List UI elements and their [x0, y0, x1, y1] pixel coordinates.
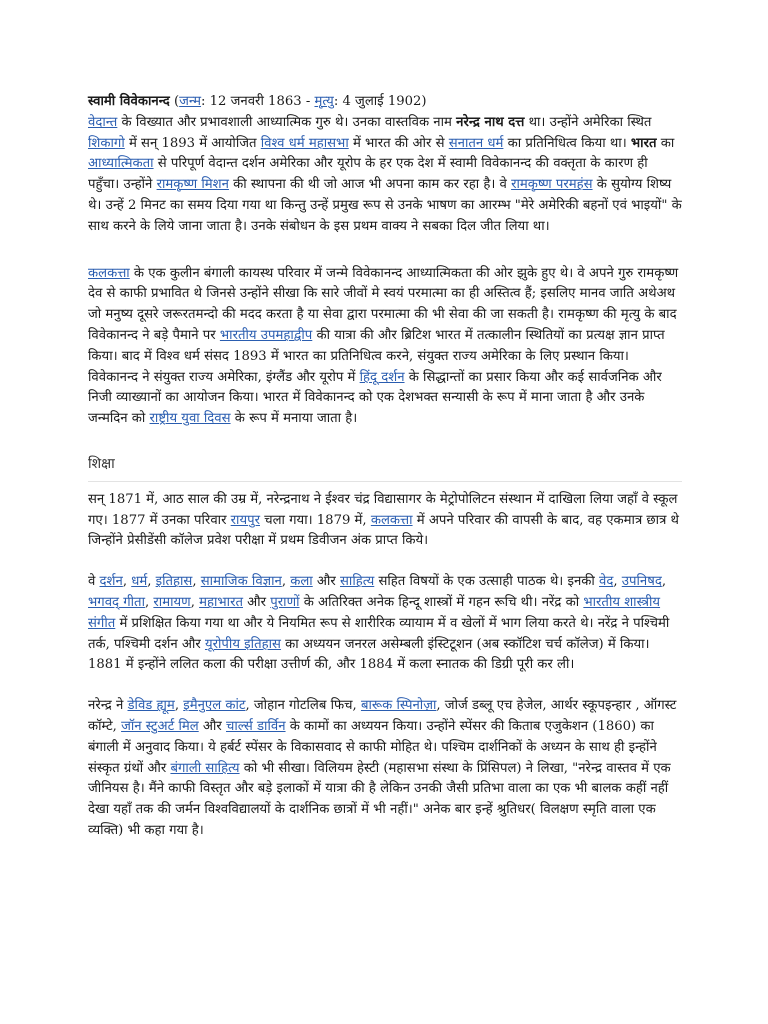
- link-immanuel-kant[interactable]: इमैनुएल कांट: [183, 698, 246, 714]
- early-life-paragraph: कलकत्ता के एक कुलीन बंगाली कायस्थ परिवार में जन्मे विवेकानन्द आध्यात्मिकता की ओर झुके हुए थे। वे अपने गुरु रामकृष्ण देव से काफी प्रभावित थे जिनसे उन्होंने सीखा कि सारे जीवों मे स्वयं परमात्मा का ही अस्तित्व हैं; इसलिए मानव जाति अथेअथ जो मनुष्य दूसरे जरूरतमन्दो की मदद करता है या सेवा द्वारा परमात्मा की भी सेवा की जा सकती है। रामकृष्ण की मृत्यु के बाद विवेकानन्द ने बड़े पैमाने पर भारतीय उपमहाद्वीप की यात्रा की और ब्रिटिश भारत में तत्कालीन स्थितियों का प्रत्यक्ष ज्ञान प्राप्त किया। बाद में विश्व धर्म संसद 1893 में भारत का प्रतिनिधित्व करने, संयुक्त राज्य अमेरिका के लिए प्रस्थान किया। विवेकानन्द ने संयुक्त राज्य अमेरिका, इंग्लैंड और यूरोप में हिंदू दर्शन के सिद्धान्तों का प्रसार किया और कई सार्वजनिक और निजी व्याख्यानों का आयोजन किया। भारत में विवेकानन्द को एक देशभक्त सन्यासी के रूप में माना जाता है और उनके जन्मदिन को राष्ट्रीय युवा दिवस के रूप में मनाया जाता है।: [88, 265, 679, 427]
- link-charles-darwin[interactable]: चार्ल्स डार्विन: [226, 718, 286, 734]
- link-bengali-literature[interactable]: बंगाली साहित्य: [170, 760, 240, 776]
- link-ramayana[interactable]: रामायण: [153, 594, 191, 610]
- link-vedas[interactable]: वेद: [599, 574, 614, 590]
- link-indian-classical-music[interactable]: भारतीय शास्त्रीय संगीत: [88, 594, 661, 631]
- link-european-history[interactable]: यूरोपीय इतिहास: [204, 636, 281, 652]
- link-philosophy[interactable]: दर्शन: [99, 574, 123, 590]
- link-john-stuart-mill[interactable]: जॉन स्टुअर्ट मिल: [121, 718, 199, 734]
- link-parliament-of-religions[interactable]: विश्व धर्म महासभा: [260, 135, 349, 151]
- link-upanishads[interactable]: उपनिषद: [621, 574, 662, 590]
- link-birth[interactable]: जन्म: [179, 94, 202, 109]
- link-hindu-philosophy[interactable]: हिंदू दर्शन: [359, 369, 405, 385]
- link-sanatan-dharma[interactable]: सनातन धर्म: [448, 135, 504, 151]
- link-literature[interactable]: साहित्य: [340, 574, 375, 590]
- link-art[interactable]: कला: [290, 574, 313, 590]
- bold-bharat: भारत: [630, 135, 657, 151]
- education-paragraph-3: नरेन्द्र ने डेविड ह्यूम, इमैनुएल कांट, जोहान गोटलिब फिच, बारूक स्पिनोज़ा, जोर्ज डब्लू एच हेजेल, आर्थर स्कूपइन्हार , ऑगस्ट कॉम्टे, जॉन स्टुअर्ट मिल और चार्ल्स डार्विन के कामों का अध्ययन किया। उन्होंने स्पेंसर की किताब एजुकेशन (1860) का बंगाली में अनुवाद किया। ये हर्बर्ट स्पेंसर के विकासवाद से काफी मोहित थे। पश्चिम दार्शनिकों के अध्यन के साथ ही इन्होंने संस्कृत ग्रंथों और बंगाली साहित्य को भी सीखा। विलियम हेस्टी (महासभा संस्था के प्रिंसिपल) ने लिखा, "नरेन्द्र वास्तव में एक जीनियस है। मैंने काफी विस्तृत और बड़े इलाकों में यात्रा की है लेकिन उनकी जैसी प्रतिभा वाला का एक भी बालक कहीं नहीं देखा यहाँ तक की जर्मन विश्वविद्यालयों के दार्शनिक छात्रों में भी नहीं।" अनेक बार इन्हें श्रुतिधर( विलक्षण स्मृति वाला एक व्यक्ति) भी कहा गया है।: [88, 698, 677, 838]
- link-bhagavad-gita[interactable]: भगवद् गीता: [88, 594, 145, 610]
- link-death[interactable]: मृत्यु: [314, 94, 334, 109]
- education-paragraph-2: वे दर्शन, धर्म, इतिहास, सामाजिक विज्ञान, कला और साहित्य सहित विषयों के एक उत्साही पाठक थे। इनकी वेद, उपनिषद, भगवद् गीता, रामायण, महाभारत और पुराणों के अतिरिक्त अनेक हिन्दू शास्त्रों में गहन रूचि थी। नरेंद्र को भारतीय शास्त्रीय संगीत में प्रशिक्षित किया गया था और ये नियमित रूप से शारीरिक व्यायाम में व खेलों में भाग लिया करते थे। नरेंद्र ने पश्चिमी तर्क, पश्चिमी दर्शन और यूरोपीय इतिहास का अध्ययन जनरल असेम्बली इंस्टिटूशन (अब स्कॉटिश चर्च कॉलेज) में किया। 1881 में इन्होंने ललित कला की परीक्षा उत्तीर्ण की, और 1884 में कला स्नातक की डिग्री पूरी कर ली।: [88, 574, 670, 673]
- link-ramakrishna-paramahamsa[interactable]: रामकृष्ण परमहंस: [511, 177, 593, 193]
- link-religion[interactable]: धर्म: [131, 574, 148, 590]
- link-social-science[interactable]: सामाजिक विज्ञान: [200, 574, 282, 590]
- link-indian-subcontinent[interactable]: भारतीय उपमहाद्वीप: [219, 327, 313, 343]
- link-raipur[interactable]: रायपुर: [230, 512, 260, 528]
- link-kolkata-2[interactable]: कलकत्ता: [370, 512, 413, 528]
- birth-name: नरेन्द्र नाथ दत्त: [456, 114, 525, 130]
- article-body: [88, 92, 682, 842]
- education-paragraph-1: सन् 1871 में, आठ साल की उम्र में, नरेन्द्रनाथ ने ईश्वर चंद्र विद्यासागर के मेट्रोपोलिटन संस्थान में दाखिला लिया जहाँ वे स्कूल गए। 1877 में उनका परिवार रायपुर चला गया। 1879 में, कलकत्ता में अपने परिवार की वापसी के बाद, वह एकमात्र छात्र थे जिन्होंने प्रेसीडेंसी कॉलेज प्रवेश परीक्षा में प्रथम डिवीजन अंक प्राप्त किये।: [88, 491, 679, 549]
- link-vedanta[interactable]: वेदान्त: [88, 114, 118, 130]
- link-baruch-spinoza[interactable]: बारूक स्पिनोज़ा: [360, 698, 437, 714]
- link-david-hume[interactable]: डेविड ह्यूम: [127, 698, 175, 714]
- link-kolkata[interactable]: कलकत्ता: [88, 265, 130, 281]
- intro-paragraph: स्वामी विवेकानन्द (जन्म: 12 जनवरी 1863 - मृत्यु: 4 जुलाई 1902) वेदान्त के विख्यात और प्रभावशाली आध्यात्मिक गुरु थे। उनका वास्तविक नाम नरेन्द्र नाथ दत्त था। उन्होंने अमेरिका स्थित शिकागो में सन् 1893 में आयोजित विश्व धर्म महासभा में भारत की ओर से सनातन धर्म का प्रतिनिधित्व किया था। भारत का आध्यात्मिकता से परिपूर्ण वेदान्त दर्शन अमेरिका और यूरोप के हर एक देश में स्वामी विवेकानन्द की वक्तृता के कारण ही पहुँचा। उन्होंने रामकृष्ण मिशन की स्थापना की थी जो आज भी अपना काम कर रहा है। वे रामकृष्ण परमहंस के सुयोग्य शिष्य थे। उन्हें 2 मिनट का समय दिया गया था किन्तु उन्हें प्रमुख रूप से उनके भाषण का आरम्भ "मेरे अमेरिकी बहनों एवं भाइयों" के साथ करने के लिये जाना जाता है। उनके संबोधन के इस प्रथम वाक्य ने सबका दिल जीत लिया था।: [88, 94, 682, 234]
- link-chicago[interactable]: शिकागो: [88, 135, 125, 151]
- link-puranas[interactable]: पुराणों: [270, 594, 300, 610]
- link-spirituality[interactable]: आध्यात्मिकता: [88, 156, 154, 172]
- link-national-youth-day[interactable]: राष्ट्रीय युवा दिवस: [149, 411, 231, 427]
- link-mahabharata[interactable]: महाभारत: [199, 594, 243, 610]
- link-ramakrishna-mission[interactable]: रामकृष्ण मिशन: [156, 177, 229, 193]
- link-history[interactable]: इतिहास: [155, 574, 193, 590]
- section-heading-education: शिक्षा: [88, 454, 682, 482]
- subject-name: स्वामी विवेकानन्द: [88, 94, 170, 109]
